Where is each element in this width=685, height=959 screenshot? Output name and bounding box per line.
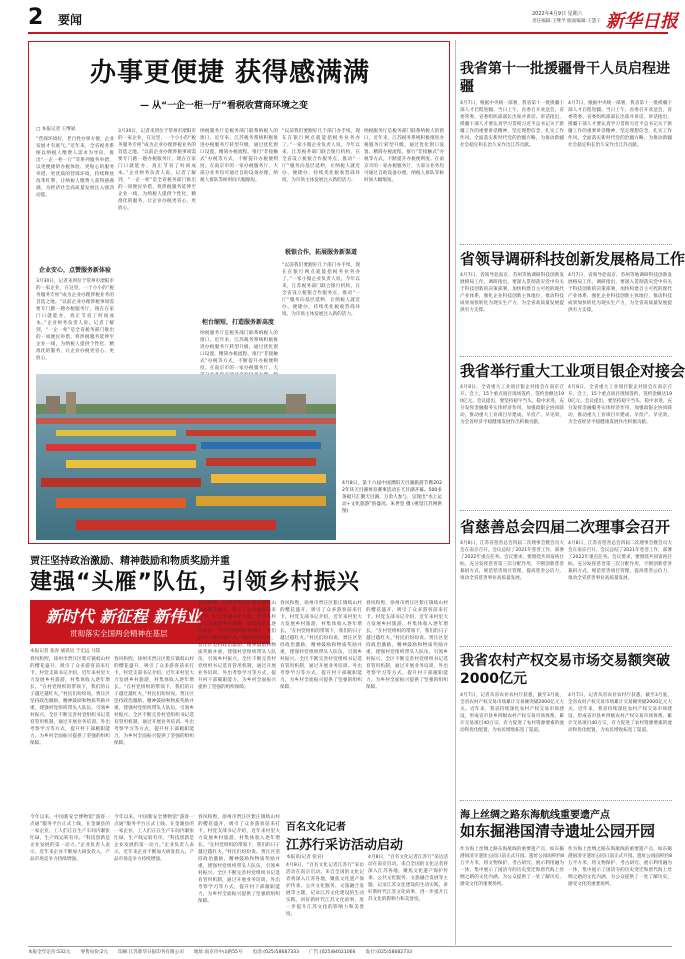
r1-body-a: 4月7日，根据中央统一部署，我省第十一批援疆干部人才启程进疆。当日上午，省委召开欢送会，省委常委、省委组织部部长出席并讲话。讲话指出，援疆干部人才要认真学习贯彻习近平总书记关于新疆工作的重要讲话精神，坚定理想信念，扎实工作作风，全面落实新时代党的治疆方略，为推动新疆社会稳定和长治久安作出江苏贡献。 xyxy=(460,101,564,148)
story2-body-d: 春风和煦，徐州市贾汪区紫庄镇岐山村的樱花盛开，吸引了众多游客前来打卡。村党支部书记介绍，近年来村里大力发展乡村旅游，村集体收入逐年增长。“在村党组织的带领下，我们的日子越过越红火。”村民们纷纷说。贾汪区坚持政治激励、精神鼓励和物质奖励并重，建强村党组织带头人队伍，引领乡村振兴。全区不断完善村党组织书记选育管用机制，通过开展业务培训、外出考察学习等方式，提升村干部履职能力，为乡村全面振兴提供了坚强的组织保障。 xyxy=(280,601,362,690)
lead-story-subhead-1: 企业安心，点赞服务新体验 xyxy=(38,267,111,274)
story2-body-h: 春风和煦，徐州市贾汪区紫庄镇岐山村的樱花盛开，吸引了众多游客前来打卡。村党支部书记介绍，近年来村里大力发展乡村旅游，村集体收入逐年增长。“在村党组织的带领下，我们的日子越过越红火。”村民们纷纷说。贾汪区坚持政治激励、精神鼓励和物质奖励并重，建强村党组织带头人队伍，引领乡村振兴。全区不断完善村党组织书记选育管用机制，通过开展业务培训、外出考察学习等方式，提升村干部履职能力，为乡村全面振兴提供了坚强的组织保障。 xyxy=(198,815,280,904)
r2-body-a: 4月7日，省领导赴南京、苏州等地调研科技创新发展格局工作。调研指出，要深入贯彻落实党中央关于科技创新的决策部署，加快构建自主可控的现代产业体系，强化企业科技创新主体地位，推动科技成果加快转化为现实生产力，为全省高质量发展提供有力支撑。 xyxy=(460,273,564,313)
r5-title: 我省农村产权交易市场交易额突破2000亿元 xyxy=(460,653,670,687)
lead-story-body-1b: 3月30日，记者来到位于常州市溧阳市的一家企业，在这里，一个小小的“税务服务专柜”成为企业办理涉税业务的首选之地。“以前企业办理涉税事项需要专门跑一趟办税服务厅，现在在家门口就能办，真正节省了时间成本。”企业财务负责人说。记者了解到，“一企一柜”是全省税务部门推出的一项便民举措，将涉税服务延伸至企业一线，为纳税人提供个性化、精准化的服务，让企业办税更省心、更放心。 xyxy=(118,129,196,211)
section-title: 要闻 xyxy=(58,13,83,27)
story3-title: 江苏行采访活动启动 xyxy=(286,838,404,853)
r5-body-a: 4月7日，记者从省农业农村厅获悉，截至3月底，全省农村产权交易市场累计交易额突破2000亿元大关。近年来，我省持续深化农村产权交易市场建设，形成省市县乡四级农村产权交易市场体系，累计交易项目40万宗，有力促进了农村资源要素的流动和优化配置，为农民增收拓宽了渠道。 xyxy=(460,693,564,733)
lead-story-body-3: “以前我们要跑好几个部门办手续，现在在银行网点就能把税务业务办了。”一家小微企业负责人说。今年以来，江苏税务部门联合银行机构，在全省设立税银合作服务点，推动“一厅”服务向基层延伸，让纳税人就近办、便捷办，持续优化税收营商环境，为市场主体发展注入新的活力。 xyxy=(282,263,360,317)
lead-story-byline: □ 本报记者 王继斌 xyxy=(36,127,76,132)
banner-headline: 新时代 新征程 新伟业 xyxy=(46,607,202,626)
masthead-logo: 新华日报 xyxy=(606,11,678,32)
footer-subscription: 发行:(025)58682733 xyxy=(365,950,413,955)
story2-body-g: 今年以来，中国新安全博物馆“游客一点通”服务平台正式上线。在金湖县的一家企业，工人们正在生产车间内紧张忙碌，生产线运转有序。“科技创新是企业发展的第一动力。”企业负责人表示，近年来企业不断加大研发投入，产品市场竞争力持续增强。 xyxy=(114,815,194,862)
r3-body-a: 4月8日，全省重大工业项目银企对接会在南京召开。会上，15个重点项目现场签约，签约金额达190亿元。会议提出，要坚持稳字当头、稳中求进，充分发挥金融服务实体经济作用，加强政银企协同联动，推动重大工业项目早建成、早投产、早见效，为全省经济平稳健康发展作出积极贡献。 xyxy=(460,385,564,425)
lead-story-body-3a: “以前我们要跑好几个部门办手续，现在在银行网点就能把税务业务办了。”一家小微企业负责人说。今年以来，江苏税务部门联合银行机构，在全省设立税银合作服务点，推动“一厅”服务向基层延伸，让纳税人就近办、便捷办，持续优化税收营商环境，为市场主体发展注入新的活力。 xyxy=(282,129,360,183)
lead-story-subtitle: — 从“一企一柜一厅”看税收营商环境之变 xyxy=(140,101,308,111)
right-column-divider xyxy=(455,40,456,945)
r6-body-a: 作为海上丝绸之路东海航线的重要遗产点，如东掘港国清寺遗址公园日前正式开园。遗址公园面积约8万平方米，将文物保护、考古研究、展示利用融为一体，集中展示了国清寺的历史变迁和唐代海上丝绸之路的文化内涵，为公众提供了一处了解历史、感受文化的重要场所。 xyxy=(460,847,564,887)
r4-divider xyxy=(460,646,672,647)
r6-kicker: 海上丝绸之路东海航线重要遗产点 xyxy=(460,810,610,821)
story2-body-a: 春风和煦，徐州市贾汪区紫庄镇岐山村的樱花盛开，吸引了众多游客前来打卡。村党支部书记介绍，近年来村里大力发展乡村旅游，村集体收入逐年增长。“在村党组织的带领下，我们的日子越过越红火。”村民们纷纷说。贾汪区坚持政治激励、精神鼓励和物质奖励并重，建强村党组织带头人队伍，引领乡村振兴。全区不断完善村党组织书记选育管用机制，通过开展业务培训、外出考察学习等方式，提升村干部履职能力，为乡村全面振兴提供了坚强的组织保障。 xyxy=(30,657,110,746)
footer-address: 地址:南京市中山路55号 xyxy=(193,950,243,955)
r2-divider xyxy=(460,356,672,357)
r6-body-b: 作为海上丝绸之路东海航线的重要遗产点，如东掘港国清寺遗址公园日前正式开园。遗址公园面积约8万平方米，将文物保护、考古研究、展示利用融为一体，集中展示了国清寺的历史变迁和唐代海上丝绸之路的文化内涵，为公众提供了一处了解历史、感受文化的重要场所。 xyxy=(568,847,672,887)
r2-title: 省领导调研科技创新发展格局工作 xyxy=(460,250,685,268)
story3-byline: 本报讯(记者 张宣) xyxy=(286,855,324,860)
r6-title: 如东掘港国清寺遗址公园开园 xyxy=(460,822,656,840)
r3-body-b: 4月8日，全省重大工业项目银企对接会在南京召开。会上，15个重点项目现场签约，签约金额达190亿元。会议提出，要坚持稳字当头、稳中求进，充分发挥金融服务实体经济作用，加强政银企协同联动，推动重大工业项目早建成、早投产、早见效，为全省经济平稳健康发展作出积极贡献。 xyxy=(568,385,672,425)
banner-tagline: 贯彻落实全国两会精神在基层 xyxy=(70,629,168,638)
lead-story-intro: “营商环境好，老百姓办事方便，企业发展才有底气。”近年来，全省税务系统以纳税人缴费人需求为导向，推出“一企一柜一厅”等系列服务举措，以更便捷的办税体验、更贴心的服务举措、更优质的营商环境，持续释放改革红利，让纳税人缴费人获得感满满，为经济社会高质量发展注入强劲动能。 xyxy=(36,137,114,198)
footer-retail: 零售每份:2元 xyxy=(80,950,108,955)
r2-body-b: 4月7日，省领导赴南京、苏州等地调研科技创新发展格局工作。调研指出，要深入贯彻落实党中央关于科技创新的决策部署，加快构建自主可控的现代产业体系，强化企业科技创新主体地位，推动科技成果加快转化为现实生产力，为全省高质量发展提供有力支撑。 xyxy=(568,273,672,313)
photo-caption: 4月8日，第十六届中国溧阳天目湖旅游节暨2022年环天目湖体育赛事活动在天目湖开幕。500多条船只汇聚天目湖，万余人参与，呈现出“水上运动+文化旅游”的盛况。朱世坚 摄 (视觉江苏网供图) xyxy=(342,481,442,514)
r1-divider xyxy=(460,244,672,245)
footer-price: 本报全年定价:532元 xyxy=(28,950,71,955)
story3-body-b: 4月8日，“百名文化记者江苏行”采访活动在南京启动。来自全国的文化记者将深入江苏各地，聚焦文化遗产保护传承、公共文化服务、文旅融合发展等主题，记录江苏文化建设的生动实践，讲好新时代江苏文化故事，进一步提升江苏文化的影响力和美誉度。 xyxy=(368,855,448,902)
dragon-boat-photo xyxy=(36,374,336,540)
r3-title: 我省举行重大工业项目银企对接会 xyxy=(460,362,685,380)
r4-body-b: 4月8日，江苏省慈善总会四届二次理事会暨会员大会在南京召开。会议总结了2021年慈善工作，部署了2022年重点任务。会议要求，要围绕共同富裕目标，充分发挥慈善第三次分配作用，不断创新慈善募捐方式，规范慈善项目管理，提高慈善公信力，推动全省慈善事业高质量发展。 xyxy=(568,541,672,581)
lead-story-title: 办事更便捷 获得感满满 xyxy=(89,58,371,88)
lead-story-body-2: 纳税服务厅是税务部门联系纳税人的窗口。近年来，江苏税务系统积极推进办税服务厅转型升级，通过优化窗口设置、精简办税流程、推行“非接触式”办税等方式，不断提升办税便利度。在南京市的一家办税服务厅，大部分业务均可通过自助设备办理，纳税人排队等候时间大幅缩短。 xyxy=(200,129,278,183)
r1-title: 我省第十一批援疆骨干人员启程进疆 xyxy=(460,61,670,95)
story3-kicker: 百名文化记者 xyxy=(286,822,346,833)
lead-story-subhead-3: 税银合作，拓展服务新渠道 xyxy=(284,249,357,256)
story2-body-c: 春风和煦，徐州市贾汪区紫庄镇岐山村的樱花盛开，吸引了众多游客前来打卡。村党支部书记介绍，近年来村里大力发展乡村旅游，村集体收入逐年增长。“在村党组织的带领下，我们的日子越过越红火。”村民们纷纷说。贾汪区坚持政治激励、精神鼓励和物质奖励并重，建强村党组织带头人队伍，引领乡村振兴。全区不断完善村党组织书记选育管用机制，通过开展业务培训、外出考察学习等方式，提升村干部履职能力，为乡村全面振兴提供了坚强的组织保障。 xyxy=(198,601,276,690)
r5-body-b: 4月7日，记者从省农业农村厅获悉，截至3月底，全省农村产权交易市场累计交易额突破2000亿元大关。近年来，我省持续深化农村产权交易市场建设，形成省市县乡四级农村产权交易市场体系，累计交易项目40万宗，有力促进了农村资源要素的流动和优化配置，为农民增收拓宽了渠道。 xyxy=(568,693,672,733)
r4-body-a: 4月8日，江苏省慈善总会四届二次理事会暨会员大会在南京召开。会议总结了2021年慈善工作，部署了2022年重点任务。会议要求，要围绕共同富裕目标，充分发挥慈善第三次分配作用，不断创新慈善募捐方式，规范慈善项目管理，提高慈善公信力，推动全省慈善事业高质量发展。 xyxy=(460,541,564,581)
r4-title: 省慈善总会四届二次理事会召开 xyxy=(460,518,671,536)
lead-story-body-1: 3月30日，记者来到位于常州市溧阳市的一家企业，在这里，一个小小的“税务服务专柜”成为企业办理涉税业务的首选之地。“以前企业办理涉税事项需要专门跑一趟办税服务厅，现在在家门口就能办，真正节省了时间成本。”企业财务负责人说。记者了解到，“一企一柜”是全省税务部门推出的一项便民举措，将涉税服务延伸至企业一线，为纳税人提供个性化、精准化的服务，让企业办税更省心、更放心。 xyxy=(36,279,114,361)
footer-phone: 电话:(025)58687333 xyxy=(252,950,300,955)
header-editors: 责任编辑:王继学 版面编辑:王慧子 xyxy=(532,19,601,24)
footer xyxy=(28,949,672,958)
r1-body-b: 4月7日，根据中央统一部署，我省第十一批援疆干部人才启程进疆。当日上午，省委召开欢送会，省委常委、省委组织部部长出席并讲话。讲话指出，援疆干部人才要认真学习贯彻习近平总书记关于新疆工作的重要讲话精神，坚定理想信念，扎实工作作风，全面落实新时代党的治疆方略，为推动新疆社会稳定和长治久安作出江苏贡献。 xyxy=(568,101,672,148)
footer-printer: 印刷:江苏新华日报印务有限公司 xyxy=(117,950,184,955)
footer-rule xyxy=(28,946,672,947)
story2-title: 建强“头雁”队伍，引领乡村振兴 xyxy=(30,570,360,595)
story3-body-a: 4月8日，“百名文化记者江苏行”采访活动在南京启动。来自全国的文化记者将深入江苏各地，聚焦文化遗产保护传承、公共文化服务、文旅融合发展等主题，记录江苏文化建设的生动实践，讲好新时代江苏文化故事，进一步提升江苏文化的影响力和美誉度。 xyxy=(286,863,364,917)
lead-story-body-4: 纳税服务厅是税务部门联系纳税人的窗口。近年来，江苏税务系统积极推进办税服务厅转型升级，通过优化窗口设置、精简办税流程、推行“非接触式”办税等方式，不断提升办税便利度。在南京市的一家办税服务厅，大部分业务均可通过自助设备办理，纳税人排队等候时间大幅缩短。 xyxy=(364,129,444,183)
story2-body-f: 今年以来，中国新安全博物馆“游客一点通”服务平台正式上线。在金湖县的一家企业，工人们正在生产车间内紧张忙碌，生产线运转有序。“科技创新是企业发展的第一动力。”企业负责人表示，近年来企业不断加大研发投入，产品市场竞争力持续增强。 xyxy=(30,815,110,862)
footer-ad: 广告:(025)84021066 xyxy=(309,950,356,955)
page-header xyxy=(0,0,680,34)
story2-body-e: 春风和煦，徐州市贾汪区紫庄镇岐山村的樱花盛开，吸引了众多游客前来打卡。村党支部书记介绍，近年来村里大力发展乡村旅游，村集体收入逐年增长。“在村党组织的带领下，我们的日子越过越红火。”村民们纷纷说。贾汪区坚持政治激励、精神鼓励和物质奖励并重，建强村党组织带头人队伍，引领乡村振兴。全区不断完善村党组织书记选育管用机制，通过开展业务培训、外出考察学习等方式，提升村干部履职能力，为乡村全面振兴提供了坚强的组织保障。 xyxy=(366,601,448,690)
story2-body-b: 春风和煦，徐州市贾汪区紫庄镇岐山村的樱花盛开，吸引了众多游客前来打卡。村党支部书记介绍，近年来村里大力发展乡村旅游，村集体收入逐年增长。“在村党组织的带领下，我们的日子越过越红火。”村民们纷纷说。贾汪区坚持政治激励、精神鼓励和物质奖励并重，建强村党组织带头人队伍，引领乡村振兴。全区不断完善村党组织书记选育管用机制，通过开展业务培训、外出考察学习等方式，提升村干部履职能力，为乡村全面振兴提供了坚强的组织保障。 xyxy=(114,657,194,746)
header-date: 2022年4月9日 星期六 xyxy=(532,11,583,17)
story2-kicker: 贾汪坚持政治激励、精神鼓励和物质奖励并重 xyxy=(30,556,230,567)
lead-story-body-2b: 纳税服务厅是税务部门联系纳税人的窗口。近年来，江苏税务系统积极推进办税服务厅转型升级，通过优化窗口设置、精简办税流程、推行“非接触式”办税等方式，不断提升办税便利度。在南京市的一家办税服务厅，大 xyxy=(200,331,278,371)
r5-divider xyxy=(460,800,672,801)
page-number: 2 xyxy=(28,5,44,30)
story2-byline: 本报记者 张涛 通讯员 于宏远 马喆 xyxy=(30,649,101,654)
r3-divider xyxy=(460,510,672,511)
lead-story-subhead-2: 柜台缩短，打造服务新高度 xyxy=(201,319,274,326)
header-rule xyxy=(28,32,668,34)
